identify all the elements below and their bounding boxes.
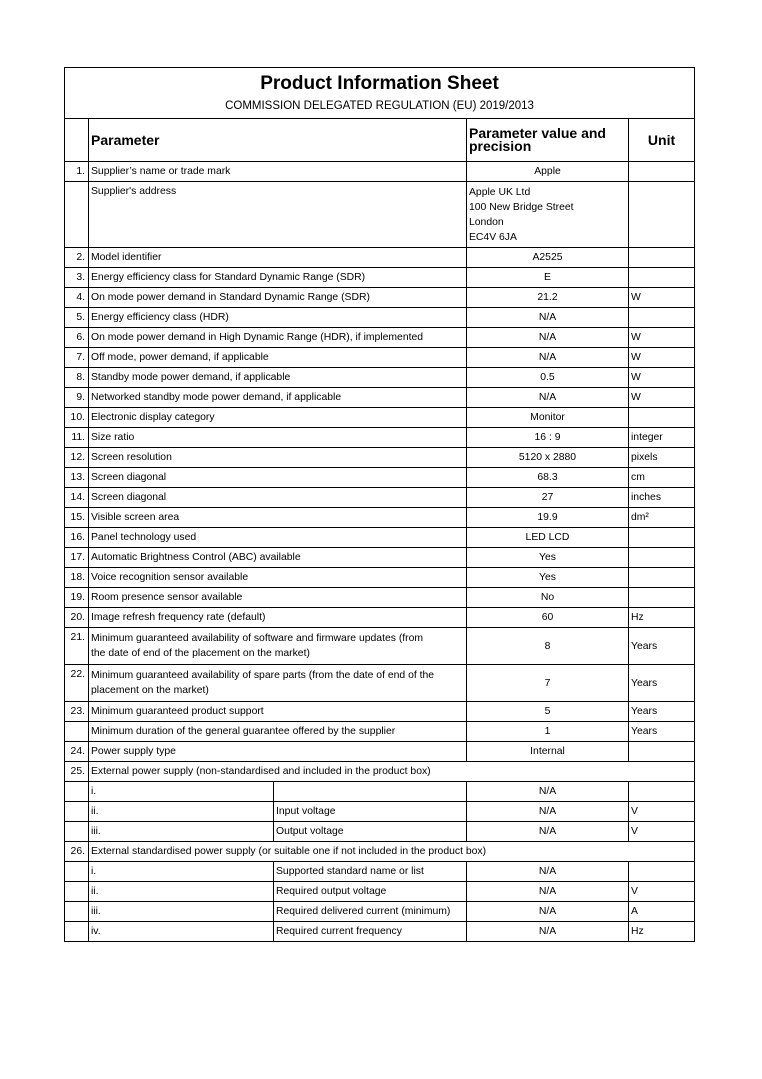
sub-label: Required delivered current (minimum): [274, 902, 467, 922]
unit-cell: [629, 588, 695, 608]
table-row: [65, 665, 695, 702]
parameter-value: 68.3: [467, 468, 629, 488]
unit-cell: [629, 308, 695, 328]
row-number: 15.: [65, 508, 89, 528]
sub-number: i.: [89, 782, 274, 802]
parameter-value: 16 : 9: [467, 428, 629, 448]
parameter-label: [89, 628, 467, 665]
sub-number: iii.: [89, 902, 274, 922]
row-number: [65, 922, 89, 942]
sub-number: iv.: [89, 922, 274, 942]
parameter-value: Apple: [467, 162, 629, 182]
unit-cell: [629, 182, 695, 248]
header-value-line1: Parameter value and: [469, 125, 606, 141]
unit-cell: cm: [629, 468, 695, 488]
sub-label: Required output voltage: [274, 882, 467, 902]
sub-number: iii.: [89, 822, 274, 842]
row-number: [65, 182, 89, 248]
row-number: 20.: [65, 608, 89, 628]
unit-cell: dm²: [629, 508, 695, 528]
parameter-label: Screen diagonal: [89, 468, 467, 488]
parameter-label: Electronic display category: [89, 408, 467, 428]
sub-row: [65, 802, 695, 822]
parameter-label: [89, 665, 467, 702]
table-row: [65, 368, 695, 388]
sub-row: [65, 782, 695, 802]
parameter-value: N/A: [467, 308, 629, 328]
parameter-label: Networked standby mode power demand, if applicable: [89, 388, 467, 408]
section-heading: External standardised power supply (or suitable one if not included in the product box): [89, 842, 695, 862]
row-number: 2.: [65, 248, 89, 268]
product-information-table: [64, 67, 695, 942]
row-number: 17.: [65, 548, 89, 568]
row-number: 25.: [65, 762, 89, 782]
parameter-value: 27: [467, 488, 629, 508]
table-row: [65, 588, 695, 608]
row-number: 11.: [65, 428, 89, 448]
unit-cell: V: [629, 822, 695, 842]
parameter-label: Off mode, power demand, if applicable: [89, 348, 467, 368]
parameter-value: 19.9: [467, 508, 629, 528]
table-row: [65, 702, 695, 722]
unit-cell: pixels: [629, 448, 695, 468]
parameter-value: E: [467, 268, 629, 288]
table-row: [65, 608, 695, 628]
table-row: [65, 248, 695, 268]
table-row: [65, 448, 695, 468]
unit-cell: [629, 742, 695, 762]
parameter-value: A2525: [467, 248, 629, 268]
table-row: [65, 842, 695, 862]
parameter-label: Automatic Brightness Control (ABC) available: [89, 548, 467, 568]
unit-cell: W: [629, 368, 695, 388]
sub-label: [274, 782, 467, 802]
table-row: [65, 508, 695, 528]
address-line: Apple UK Ltd: [469, 187, 531, 198]
sub-row: [65, 902, 695, 922]
unit-cell: [629, 248, 695, 268]
row-number: 18.: [65, 568, 89, 588]
parameter-label: Minimum guaranteed product support: [89, 702, 467, 722]
unit-cell: Hz: [629, 608, 695, 628]
parameter-label: Supplier's address: [89, 182, 467, 248]
sub-row: [65, 822, 695, 842]
row-number: 4.: [65, 288, 89, 308]
header-value-line2: precision: [469, 138, 532, 154]
sub-number: ii.: [89, 882, 274, 902]
table-row: [65, 488, 695, 508]
page-title: Product Information Sheet: [260, 73, 499, 94]
table-row: [65, 388, 695, 408]
unit-cell: A: [629, 902, 695, 922]
unit-cell: W: [629, 388, 695, 408]
parameter-label: Visible screen area: [89, 508, 467, 528]
title-cell: [65, 68, 695, 119]
address-line: London: [469, 217, 504, 228]
header-parameter: Parameter: [89, 119, 467, 162]
sub-row: [65, 862, 695, 882]
header-value: [467, 119, 629, 162]
sub-label: Required current frequency: [274, 922, 467, 942]
row-number: [65, 802, 89, 822]
parameter-label: On mode power demand in High Dynamic Range (HDR), if implemented: [89, 328, 467, 348]
parameter-value: N/A: [467, 822, 629, 842]
parameter-label-line2: placement on the market): [91, 685, 209, 696]
unit-cell: Years: [629, 665, 695, 702]
row-number: [65, 862, 89, 882]
unit-cell: Years: [629, 702, 695, 722]
unit-cell: [629, 782, 695, 802]
table-row: [65, 548, 695, 568]
parameter-label-line2: the date of end of the placement on the market): [91, 648, 310, 659]
parameter-label: Energy efficiency class for Standard Dynamic Range (SDR): [89, 268, 467, 288]
unit-cell: W: [629, 348, 695, 368]
table-row: [65, 268, 695, 288]
sub-label: Supported standard name or list: [274, 862, 467, 882]
table-row: [65, 468, 695, 488]
sub-label: Output voltage: [274, 822, 467, 842]
row-number: 23.: [65, 702, 89, 722]
table-row: [65, 568, 695, 588]
parameter-value: Yes: [467, 548, 629, 568]
regulation-subtitle: COMMISSION DELEGATED REGULATION (EU) 2019/2013: [225, 100, 534, 112]
row-number: 13.: [65, 468, 89, 488]
table-row: [65, 742, 695, 762]
sub-label: Input voltage: [274, 802, 467, 822]
parameter-value: 60: [467, 608, 629, 628]
parameter-label: Energy efficiency class (HDR): [89, 308, 467, 328]
row-number: [65, 882, 89, 902]
parameter-label: Size ratio: [89, 428, 467, 448]
unit-cell: V: [629, 882, 695, 902]
table-row: [65, 428, 695, 448]
row-number: 3.: [65, 268, 89, 288]
row-number: [65, 822, 89, 842]
header-unit: Unit: [629, 119, 695, 162]
parameter-value: N/A: [467, 328, 629, 348]
parameter-value: N/A: [467, 882, 629, 902]
parameter-label: Screen resolution: [89, 448, 467, 468]
table-row: [65, 162, 695, 182]
parameter-value: N/A: [467, 862, 629, 882]
section-heading: External power supply (non-standardised and included in the product box): [89, 762, 695, 782]
unit-cell: V: [629, 802, 695, 822]
parameter-label: Room presence sensor available: [89, 588, 467, 608]
unit-cell: [629, 408, 695, 428]
table-row: [65, 628, 695, 665]
row-number: 16.: [65, 528, 89, 548]
row-number: 7.: [65, 348, 89, 368]
parameter-label: Standby mode power demand, if applicable: [89, 368, 467, 388]
row-number: 12.: [65, 448, 89, 468]
parameter-value: N/A: [467, 802, 629, 822]
unit-cell: Years: [629, 628, 695, 665]
parameter-value: 7: [467, 665, 629, 702]
unit-cell: Years: [629, 722, 695, 742]
parameter-label: Panel technology used: [89, 528, 467, 548]
row-number: 19.: [65, 588, 89, 608]
unit-cell: inches: [629, 488, 695, 508]
parameter-value: 8: [467, 628, 629, 665]
unit-cell: [629, 528, 695, 548]
unit-cell: [629, 548, 695, 568]
row-number: 9.: [65, 388, 89, 408]
table-row: [65, 408, 695, 428]
unit-cell: W: [629, 328, 695, 348]
parameter-value: 5: [467, 702, 629, 722]
parameter-label: Supplier’s name or trade mark: [89, 162, 467, 182]
row-number: 5.: [65, 308, 89, 328]
parameter-label: Minimum duration of the general guarantee offered by the supplier: [89, 722, 467, 742]
parameter-value: LED LCD: [467, 528, 629, 548]
row-number: [65, 902, 89, 922]
parameter-label-line1: Minimum guaranteed availability of software and firmware updates (from: [91, 633, 424, 644]
parameter-value: Internal: [467, 742, 629, 762]
row-number: [65, 782, 89, 802]
row-number: 8.: [65, 368, 89, 388]
parameter-label: Power supply type: [89, 742, 467, 762]
row-number: 21.: [65, 628, 89, 665]
row-number: 24.: [65, 742, 89, 762]
row-number: 14.: [65, 488, 89, 508]
parameter-value: N/A: [467, 348, 629, 368]
parameter-label: Voice recognition sensor available: [89, 568, 467, 588]
table-row: [65, 328, 695, 348]
table-row: [65, 762, 695, 782]
parameter-label: Screen diagonal: [89, 488, 467, 508]
parameter-label-line1: Minimum guaranteed availability of spare parts (from the date of end of the: [91, 670, 435, 681]
row-number: 22.: [65, 665, 89, 702]
parameter-value: 1: [467, 722, 629, 742]
title-row: [65, 68, 695, 119]
row-number: [65, 722, 89, 742]
table-row: [65, 308, 695, 328]
sub-row: [65, 882, 695, 902]
parameter-value: 0.5: [467, 368, 629, 388]
table-row: [65, 182, 695, 248]
table-row: [65, 528, 695, 548]
address-line: 100 New Bridge Street: [469, 202, 574, 213]
row-number: 6.: [65, 328, 89, 348]
table-row: [65, 348, 695, 368]
unit-cell: integer: [629, 428, 695, 448]
parameter-value: No: [467, 588, 629, 608]
parameter-value: 5120 x 2880: [467, 448, 629, 468]
parameter-value: Monitor: [467, 408, 629, 428]
address-line: EC4V 6JA: [469, 232, 517, 243]
parameter-value: N/A: [467, 922, 629, 942]
parameter-label: Model identifier: [89, 248, 467, 268]
table-row: [65, 288, 695, 308]
parameter-value: N/A: [467, 388, 629, 408]
row-number: 1.: [65, 162, 89, 182]
unit-cell: [629, 862, 695, 882]
unit-cell: [629, 568, 695, 588]
parameter-label: On mode power demand in Standard Dynamic Range (SDR): [89, 288, 467, 308]
header-num-cell: [65, 119, 89, 162]
row-number: 10.: [65, 408, 89, 428]
unit-cell: [629, 162, 695, 182]
unit-cell: [629, 268, 695, 288]
parameter-value: 21.2: [467, 288, 629, 308]
parameter-value: N/A: [467, 902, 629, 922]
unit-cell: W: [629, 288, 695, 308]
sub-number: i.: [89, 862, 274, 882]
sub-row: [65, 922, 695, 942]
sub-number: ii.: [89, 802, 274, 822]
unit-cell: Hz: [629, 922, 695, 942]
parameter-value: N/A: [467, 782, 629, 802]
row-number: 26.: [65, 842, 89, 862]
parameter-value: Yes: [467, 568, 629, 588]
supplier-address: [467, 182, 629, 248]
header-row: [65, 119, 695, 162]
parameter-label: Image refresh frequency rate (default): [89, 608, 467, 628]
table-row: [65, 722, 695, 742]
